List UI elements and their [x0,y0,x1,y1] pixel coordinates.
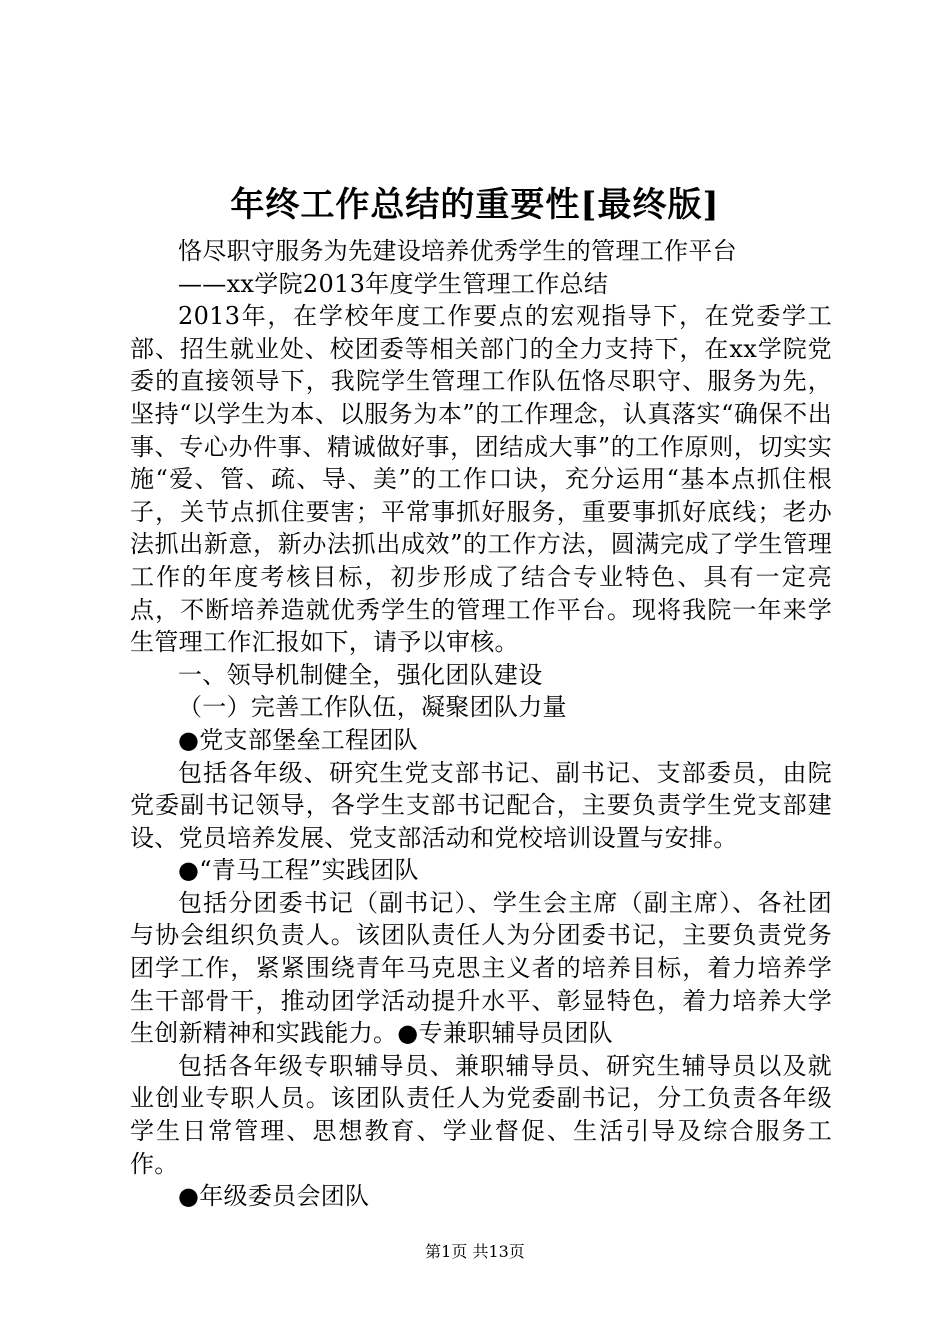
team-paragraph-qingma: 包括分团委书记（副书记）、学生会主席（副主席）、各社团与协会组织负责人。该团队责任人为分团委书记，主要负责党务团学工作，紧紧围绕青年马克思主义者的培养目标，着力培养学生干部骨干，推动团学活动提升水平、彰显特色，着力培养大学生创新精神和实践能力。●专兼职辅导员团队 [130,888,832,1048]
subtitle-line-2: ——xx学院2013年度学生管理工作总结 [178,269,609,298]
subtitle-line-1: 恪尽职守服务为先建设培养优秀学生的管理工作平台 [178,237,737,265]
team-heading-party-branch: ●党支部堡垒工程团队 [178,725,418,754]
team-paragraph-counselors: 包括各年级专职辅导员、兼职辅导员、研究生辅导员以及就业创业专职人员。该团队责任人为党委副书记，分工负责各年级学生日常管理、思想教育、学业督促、生活引导及综合服务工作。 [130,1051,832,1178]
team-heading-qingma: ●“青马工程”实践团队 [178,856,419,885]
team-paragraph-party-branch: 包括各年级、研究生党支部书记、副书记、支部委员，由院党委副书记领导，各学生支部书记配合，主要负责学生党支部建设、党员培养发展、党支部活动和党校培训设置与安排。 [130,758,832,852]
intro-paragraph: 2013年，在学校年度工作要点的宏观指导下，在党委学工部、招生就业处、校团委等相关部门的全力支持下，在xx学院党委的直接领导下，我院学生管理工作队伍恪尽职守、服务为先，坚持“以学生为本、以服务为本”的工作理念，认真落实“确保不出事、专心办件事、精诚做好事，团结成大事”的工作原则，切实实施“爱、管、疏、导、美”的工作口诀，充分运用“基本点抓住根子，关节点抓住要害；平常事抓好服务，重要事抓好底线；老办法抓出新意，新办法抓出成效”的工作方法，圆满完成了学生管理工作的年度考核目标，初步形成了结合专业特色、具有一定亮点，不断培养造就优秀学生的管理工作平台。现将我院一年来学生管理工作汇报如下，请予以审核。 [130,302,832,657]
document-body [130,235,832,1213]
section-heading-1: 一、领导机制健全，强化团队建设 [178,660,543,689]
team-heading-grade-committee: ●年级委员会团队 [178,1182,370,1211]
subsection-heading-1: （一）完善工作队伍，凝聚团队力量 [178,693,567,722]
document-title: 年终工作总结的重要性[最终版] [230,185,720,225]
page-footer: 第1页 共13页 [425,1242,525,1261]
